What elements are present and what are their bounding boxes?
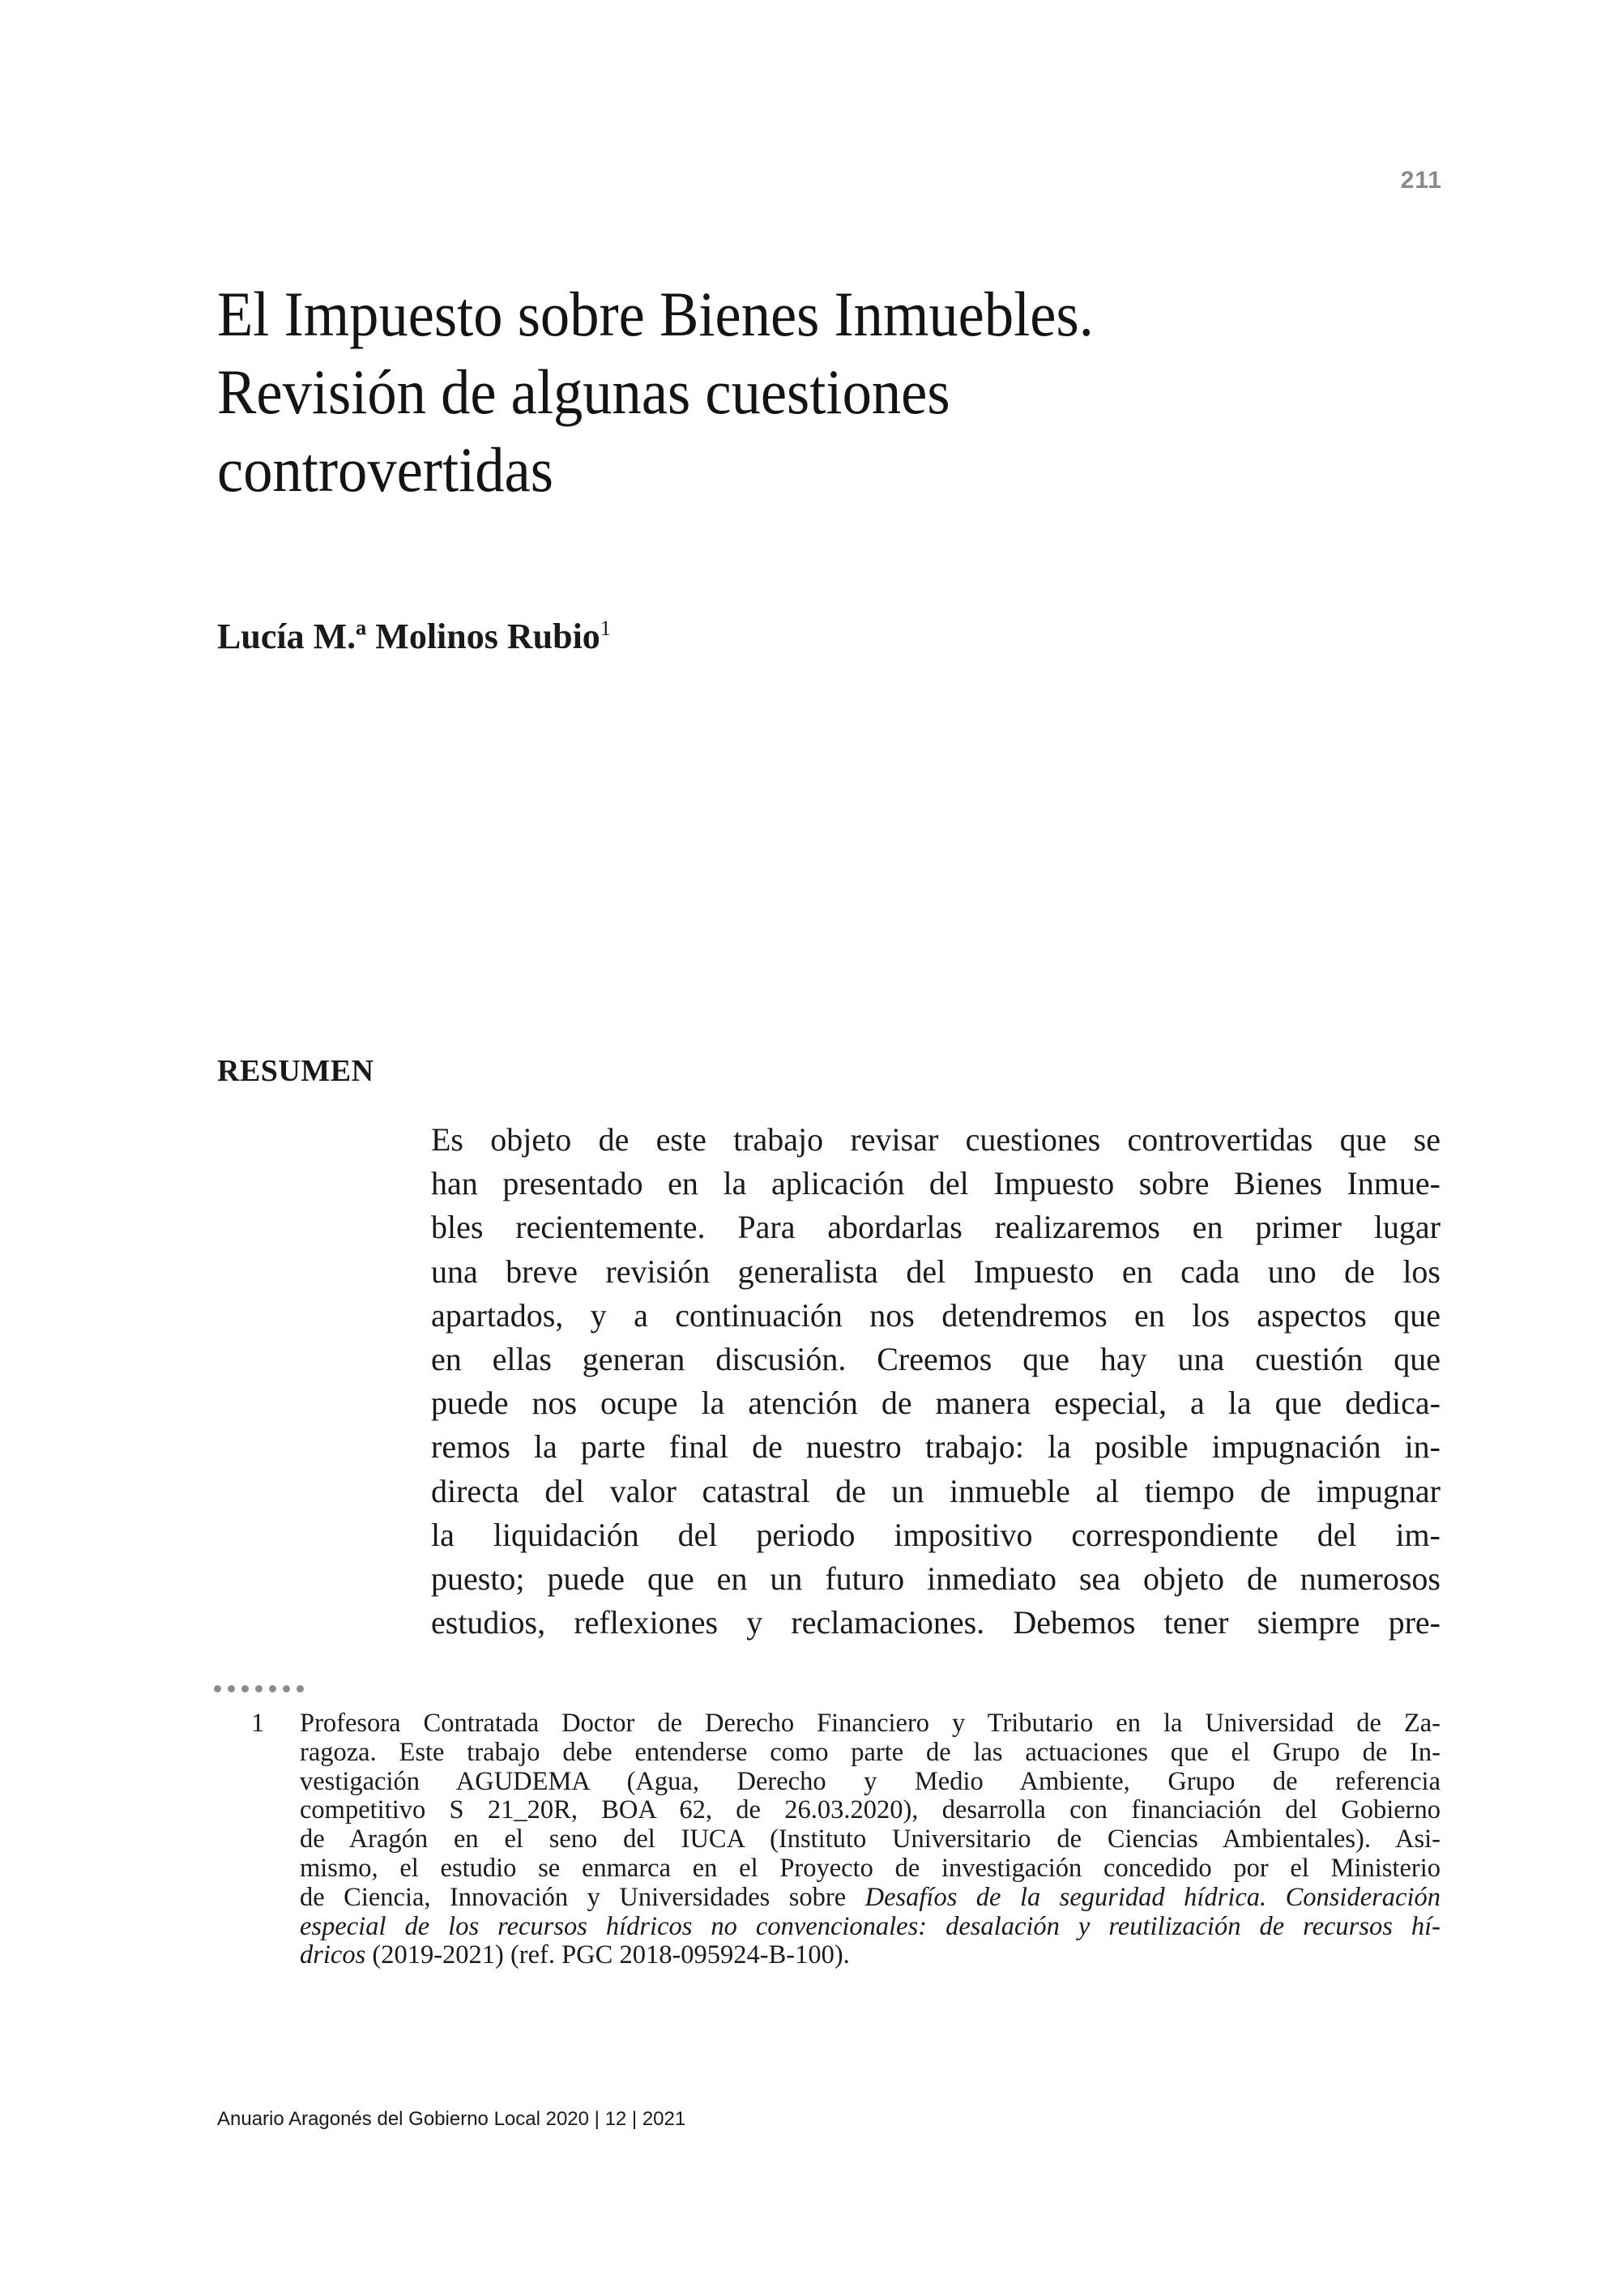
abstract-line: en ellas generan discusión. Creemos que hay una cuestión que [431,1341,1441,1378]
abstract-line: una breve revisión generalista del Impuesto en cada uno de los [431,1253,1441,1290]
footnote-separator [214,1685,304,1692]
author-footnote-marker[interactable]: 1 [600,617,611,640]
abstract-line: bles recientemente. Para abordarlas realizaremos en primer lugar [431,1209,1441,1246]
footnote-line: competitivo S 21_20R, BOA 62, de 26.03.2020), desarrolla con financiación del Gobierno [300,1795,1441,1825]
separator-dot [269,1685,276,1692]
separator-dot [241,1685,249,1692]
resumen-heading: RESUMEN [217,1054,374,1088]
footnote-line: Profesora Contratada Doctor de Derecho Financiero y Tributario en la Universidad de Za- [300,1709,1441,1738]
page-number: 211 [1400,167,1442,194]
footnote-text: de Ciencia, Innovación y Universidades sobre [300,1882,865,1912]
author-name: Lucía M.ª Molinos Rubio [217,617,600,656]
abstract-line: Es objeto de este trabajo revisar cuestiones controvertidas que se [431,1121,1441,1158]
abstract-line: puesto; puede que en un futuro inmediato sea objeto de numerosos [431,1560,1441,1598]
abstract-line: estudios, reflexiones y reclamaciones. Debemos tener siempre pre- [431,1604,1441,1641]
footnote-italic-title: especial de los recursos hídricos no convencionales: desalación y reutilización de recursos hí- [300,1911,1441,1941]
footnote-line: de Aragón en el seno del IUCA (Instituto Universitario de Ciencias Ambientales). Asi- [300,1824,1441,1854]
footnote-italic-title: dricos [300,1940,366,1970]
abstract-line: apartados, y a continuación nos detendremos en los aspectos que [431,1296,1441,1334]
footnote-line [300,1884,1441,1913]
author-line [217,616,611,657]
separator-dot [255,1685,263,1692]
title-line: El Impuesto sobre Bienes Inmuebles. [217,279,1094,349]
separator-dot [297,1685,304,1692]
abstract-line: directa del valor catastral de un inmueble al tiempo de impugnar [431,1472,1441,1509]
separator-dot [283,1685,290,1692]
separator-dot [214,1685,221,1692]
abstract-body [431,1118,1441,1645]
abstract-line: puede nos ocupe la atención de manera especial, a la que dedica- [431,1385,1441,1422]
footnote-number: 1 [251,1709,265,1738]
journal-footer: Anuario Aragonés del Gobierno Local 2020 | 12 | 2021 [217,2108,686,2130]
footnote-body [300,1709,1441,1970]
title-line: controvertidas [217,434,553,505]
footnote-text: (2019-2021) (ref. PGC 2018-095924-B-100). [365,1940,850,1970]
footnote-line: vestigación AGUDEMA (Agua, Derecho y Medio Ambiente, Grupo de referencia [300,1766,1441,1796]
footnote-italic-title: Desafíos de la seguridad hídrica. Consideración [864,1882,1441,1912]
footnote-1 [251,1709,1441,1970]
article-title [217,275,1347,509]
abstract-line: han presentado en la aplicación del Impuesto sobre Bienes Inmue- [431,1165,1441,1202]
abstract-line: la liquidación del periodo impositivo correspondiente del im- [431,1516,1441,1553]
footnote-line: mismo, el estudio se enmarca en el Proyecto de investigación concedido por el Ministerio [300,1853,1441,1883]
footnote-line: ragoza. Este trabajo debe entenderse como parte de las actuaciones que el Grupo de In- [300,1737,1441,1767]
separator-dot [228,1685,235,1692]
footnote-line [300,1941,1441,1970]
footnote-line [300,1913,1441,1942]
abstract-line: remos la parte final de nuestro trabajo: la posible impugnación in- [431,1428,1441,1466]
title-line: Revisión de algunas cuestiones [217,356,950,427]
